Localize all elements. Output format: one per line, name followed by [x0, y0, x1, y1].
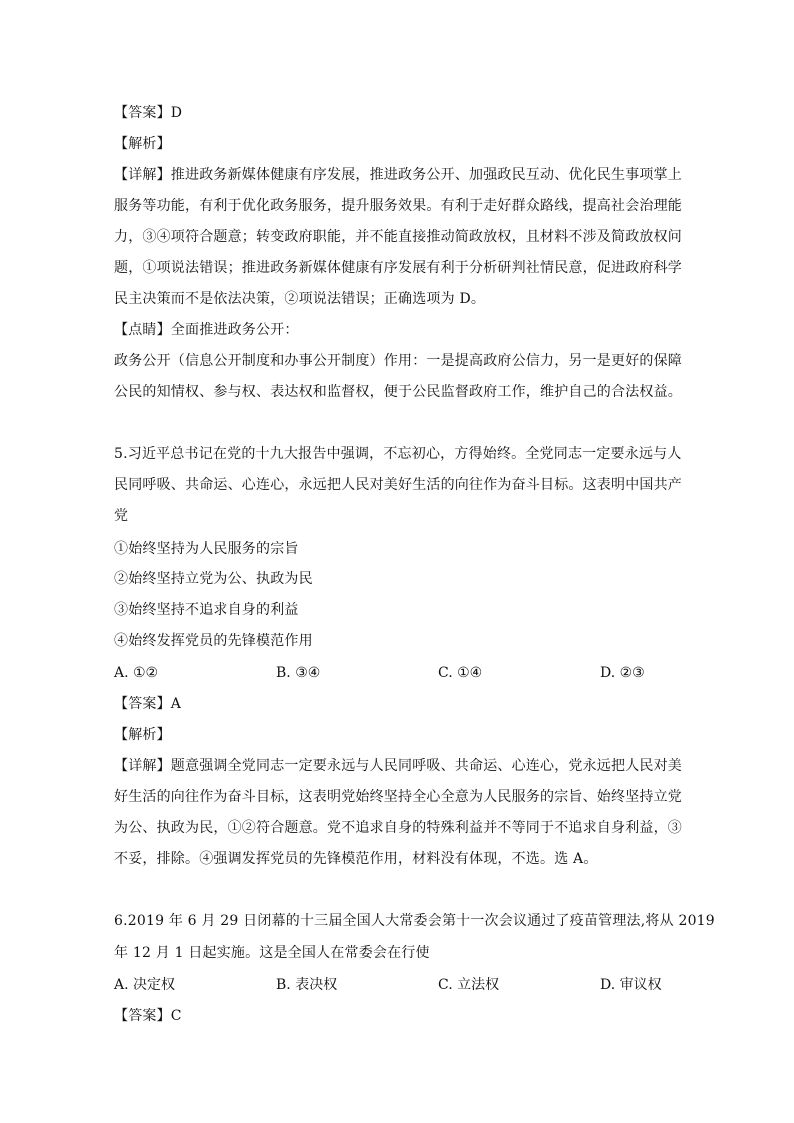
option-a: A. ①② [114, 665, 159, 681]
detail-line: 服务等功能，有利于优化政务服务，提升服务效果。有利于走好群众路线，提高社会治理能 [114, 198, 682, 214]
question-5-stem: 5.习近平总书记在党的十九大报告中强调，不忘初心，方得始终。全党同志一定要永远与人 [114, 446, 682, 462]
detail-line: 民主决策而不是依法决策，②项说法错误；正确选项为 D。 [114, 291, 486, 307]
answer-line: 【答案】C [114, 1008, 182, 1024]
question-6-stem: 年 12 月 1 日起实施。这是全国人在常委会在行使 [114, 945, 430, 961]
analysis-label: 【解析】 [114, 727, 171, 743]
option-c: C. ①④ [438, 665, 483, 681]
question-5-item: ②始终坚持立党为公、执政为民 [114, 571, 313, 587]
question-5-item: ③始终坚持不追求自身的利益 [114, 602, 299, 618]
detail-line: 为公、执政为民，①②符合题意。党不追求自身的特殊利益并不等同于不追求自身利益，③ [114, 820, 682, 836]
detail-line: 题，①项说法错误；推进政务新媒体健康有序发展有利于分析研判社情民意，促进政府科学 [114, 260, 682, 276]
detail-line: 不妥，排除。④强调发挥党员的先锋模范作用，材料没有体现，不选。选 A。 [114, 851, 598, 867]
key-point-text: 公民的知情权、参与权、表达权和监督权，便于公民监督政府工作，维护自己的合法权益。 [114, 384, 682, 400]
question-5-item: ①始终坚持为人民服务的宗旨 [114, 541, 299, 557]
detail-line: 好生活的向往作为奋斗目标，这表明党始终坚持全心全意为人民服务的宗旨、始终坚持立党 [114, 789, 682, 805]
key-point-text: 政务公开（信息公开制度和办事公开制度）作用：一是提高政府公信力，另一是更好的保障 [114, 353, 682, 369]
option-a: A. 决定权 [114, 977, 176, 993]
option-d: D. ②③ [600, 665, 645, 681]
option-b: B. 表决权 [276, 977, 338, 993]
question-6-stem: 6.2019 年 6 月 29 日闭幕的十三届全国人大常委会第十一次会议通过了疫苗管理法,将从 2019 [114, 913, 715, 929]
question-5-stem: 党 [114, 508, 129, 524]
option-b: B. ③④ [276, 665, 321, 681]
option-c: C. 立法权 [438, 977, 500, 993]
answer-line: 【答案】D [114, 105, 183, 121]
option-d: D. 审议权 [600, 977, 662, 993]
detail-line: 【详解】题意强调全党同志一定要永远与人民同呼吸、共命运、心连心，党永远把人民对美 [114, 758, 682, 774]
answer-line: 【答案】A [114, 696, 182, 712]
question-5-stem: 民同呼吸、共命运、心连心，永远把人民对美好生活的向往作为奋斗目标。这表明中国共产 [114, 477, 682, 493]
question-5-item: ④始终发挥党员的先锋模范作用 [114, 633, 313, 649]
analysis-label: 【解析】 [114, 136, 171, 152]
detail-line: 【详解】推进政务新媒体健康有序发展，推进政务公开、加强政民互动、优化民生事项掌上 [114, 167, 682, 183]
detail-line: 力，③④项符合题意；转变政府职能，并不能直接推动简政放权，且材料不涉及简政放权问 [114, 229, 682, 245]
key-point-label: 【点睛】全面推进政务公开： [114, 322, 299, 338]
